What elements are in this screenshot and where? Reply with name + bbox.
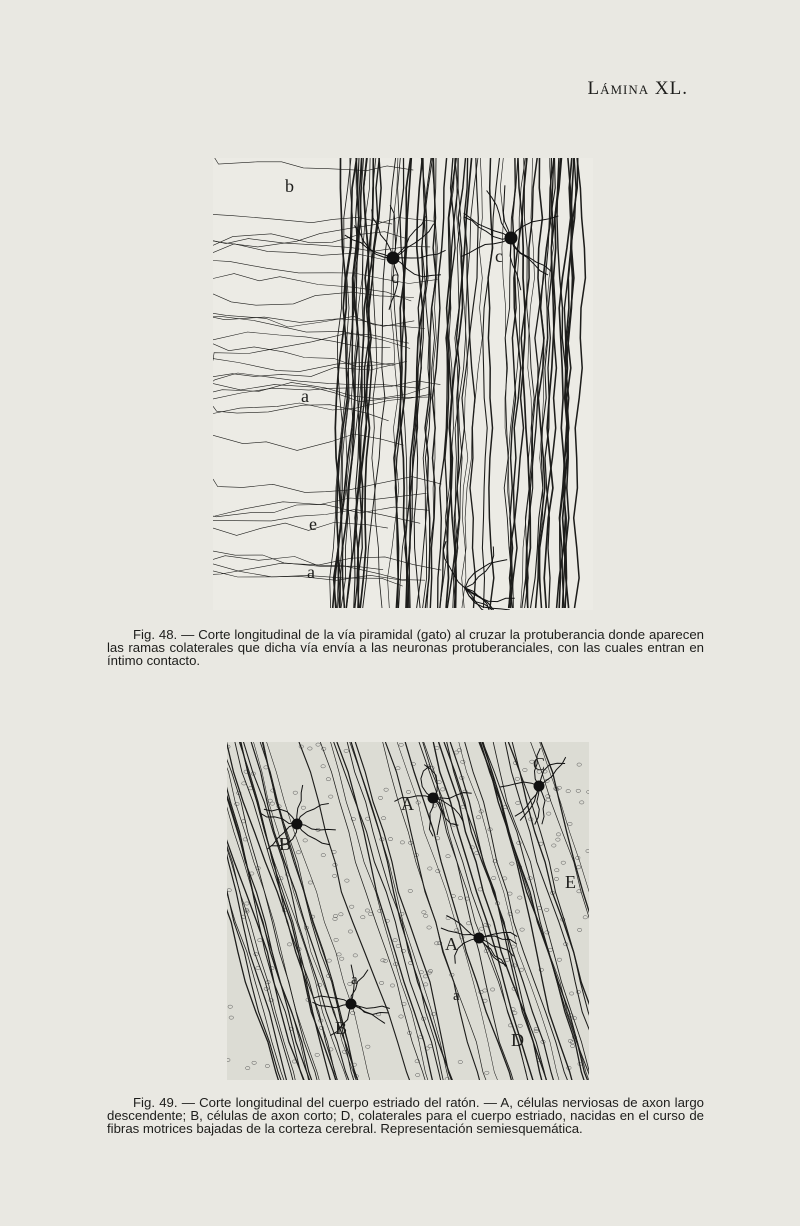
- figure-49-illustration: [227, 742, 589, 1080]
- fig49-label-C: C: [533, 754, 546, 774]
- figure-48-caption-text: Fig. 48. — Corte longitudinal de la vía piramidal (gato) al cruzar la protuberancia donde aparecen las ramas colaterales que dicha vía envía a las neuronas protuberanciales, con las cuales entran en íntimo contacto.: [107, 627, 704, 668]
- fig48-label-a-upper: a: [301, 386, 309, 406]
- fig48-label-c-right: c: [495, 246, 503, 266]
- figure-48-caption: [107, 628, 704, 667]
- figure-49-caption: [107, 1096, 704, 1135]
- fig48-label-c-left: c: [391, 267, 399, 287]
- figure-49-caption-text: Fig. 49. — Corte longitudinal del cuerpo estriado del ratón. — A, células nerviosas de axon largo descendente; B, células de axon corto; D, colaterales para el cuerpo estriado, nacidas en el curso de fibras motrices bajadas de la corteza cerebral. Representación semiesquemática.: [107, 1095, 704, 1136]
- fig49-label-D: D: [511, 1030, 524, 1050]
- fig48-label-e: e: [309, 514, 317, 534]
- plate-title: Lámina XL.: [587, 78, 688, 99]
- fig48-label-b: b: [285, 176, 294, 196]
- fig48-label-a-lower: a: [307, 562, 315, 582]
- fig49-label-A-upper: A: [401, 794, 414, 814]
- fig49-label-E: E: [565, 872, 576, 892]
- fig49-neurons: [260, 748, 566, 1035]
- fig49-fibers: [227, 742, 589, 1080]
- fig49-label-A-lower: A: [445, 934, 458, 954]
- fig49-label-a-left: a: [351, 972, 358, 988]
- fig49-label-B-lower: B: [335, 1018, 348, 1038]
- fig49-label-a-right: a: [453, 988, 460, 1004]
- figure-48-illustration: [213, 158, 593, 610]
- fig49-label-B-upper: B: [279, 834, 292, 854]
- fig48-fibers: [213, 158, 585, 608]
